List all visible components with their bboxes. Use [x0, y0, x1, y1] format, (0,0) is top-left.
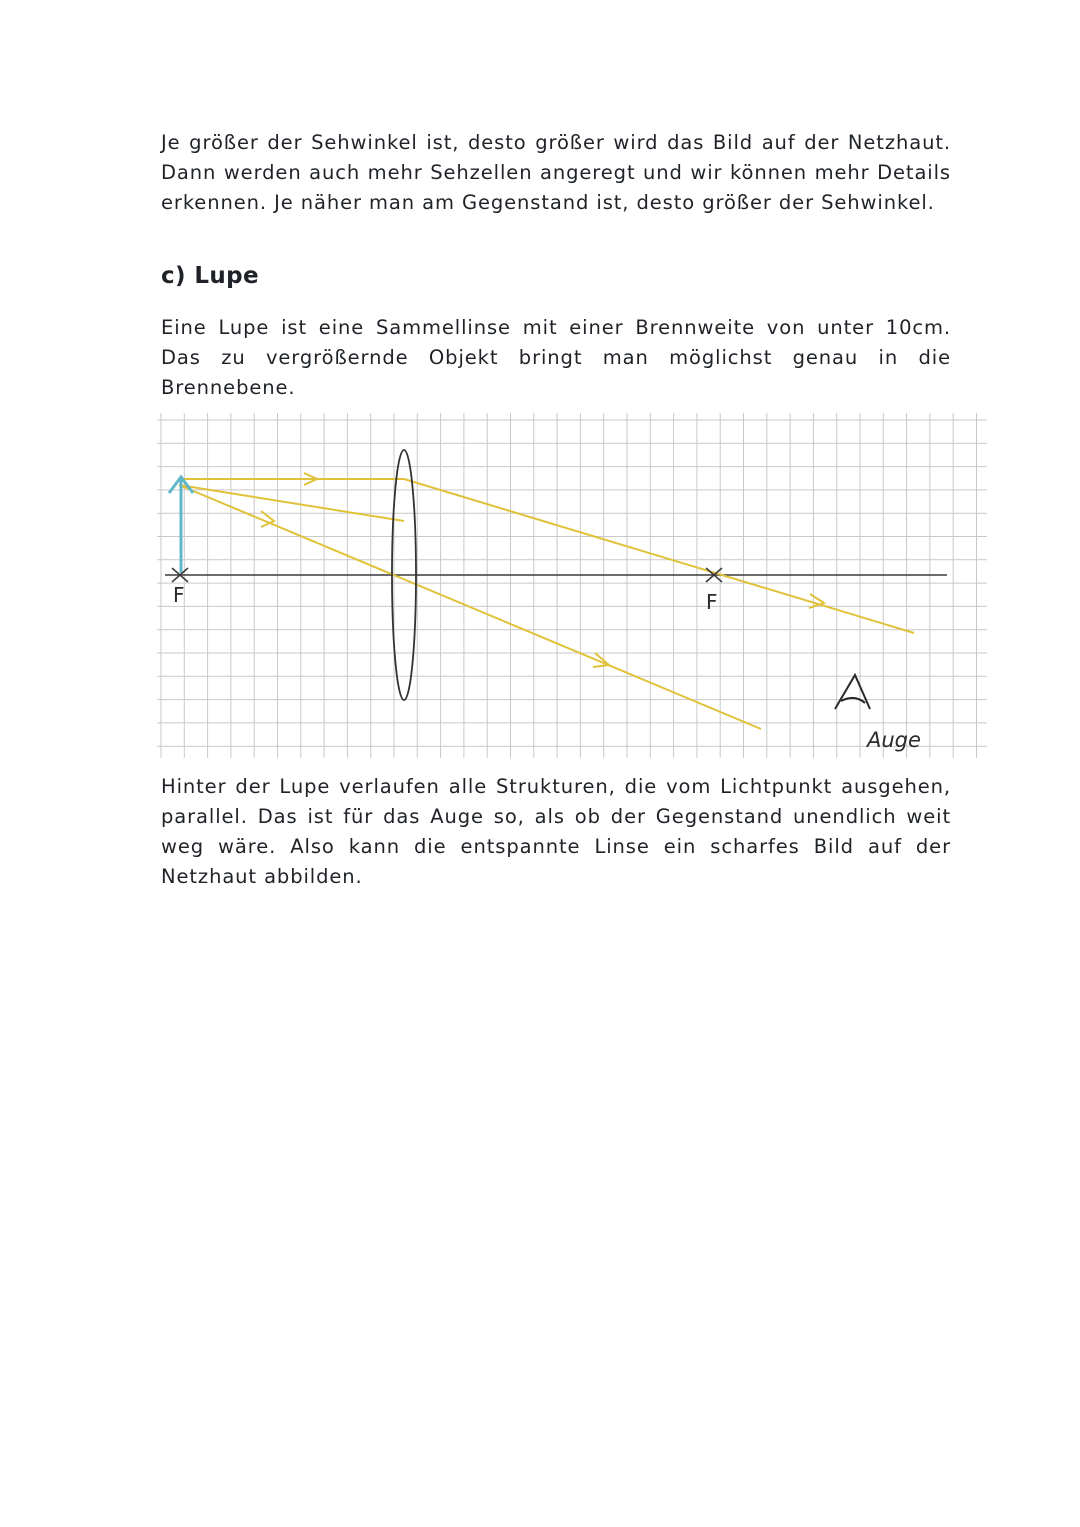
- ray-diagram-svg: [157, 413, 987, 758]
- paragraph-sehwinkel: Je größer der Sehwinkel ist, desto größer wird das Bild auf der Netzhaut. Dann werden auch mehr Sehzellen angeregt und wir können mehr Details erkennen. Je näher man am Gegenstand ist, desto größer der Sehwinkel.: [161, 131, 951, 214]
- paragraph-lupe-definition: Eine Lupe ist eine Sammellinse mit einer Brennweite von unter 10cm. Das zu vergrößernde Objekt bringt man möglichst genau in die Brennebene.: [161, 316, 951, 399]
- paragraph-lupe-explanation: Hinter der Lupe verlaufen alle Strukturen, die vom Lichtpunkt ausgehen, parallel. Das ist für das Auge so, als ob der Gegenstand unendlich weit weg wäre. Also kann die entspannte Linse ein scharfes Bild auf der Netzhaut abbilden.: [161, 775, 951, 888]
- eye-label: Auge: [867, 728, 921, 752]
- focal-label-right: F: [706, 590, 718, 614]
- magnifier-ray-diagram: [157, 413, 987, 758]
- focal-label-left: F: [173, 583, 185, 607]
- section-heading-lupe: c) Lupe: [161, 263, 260, 289]
- graph-paper: [157, 413, 987, 758]
